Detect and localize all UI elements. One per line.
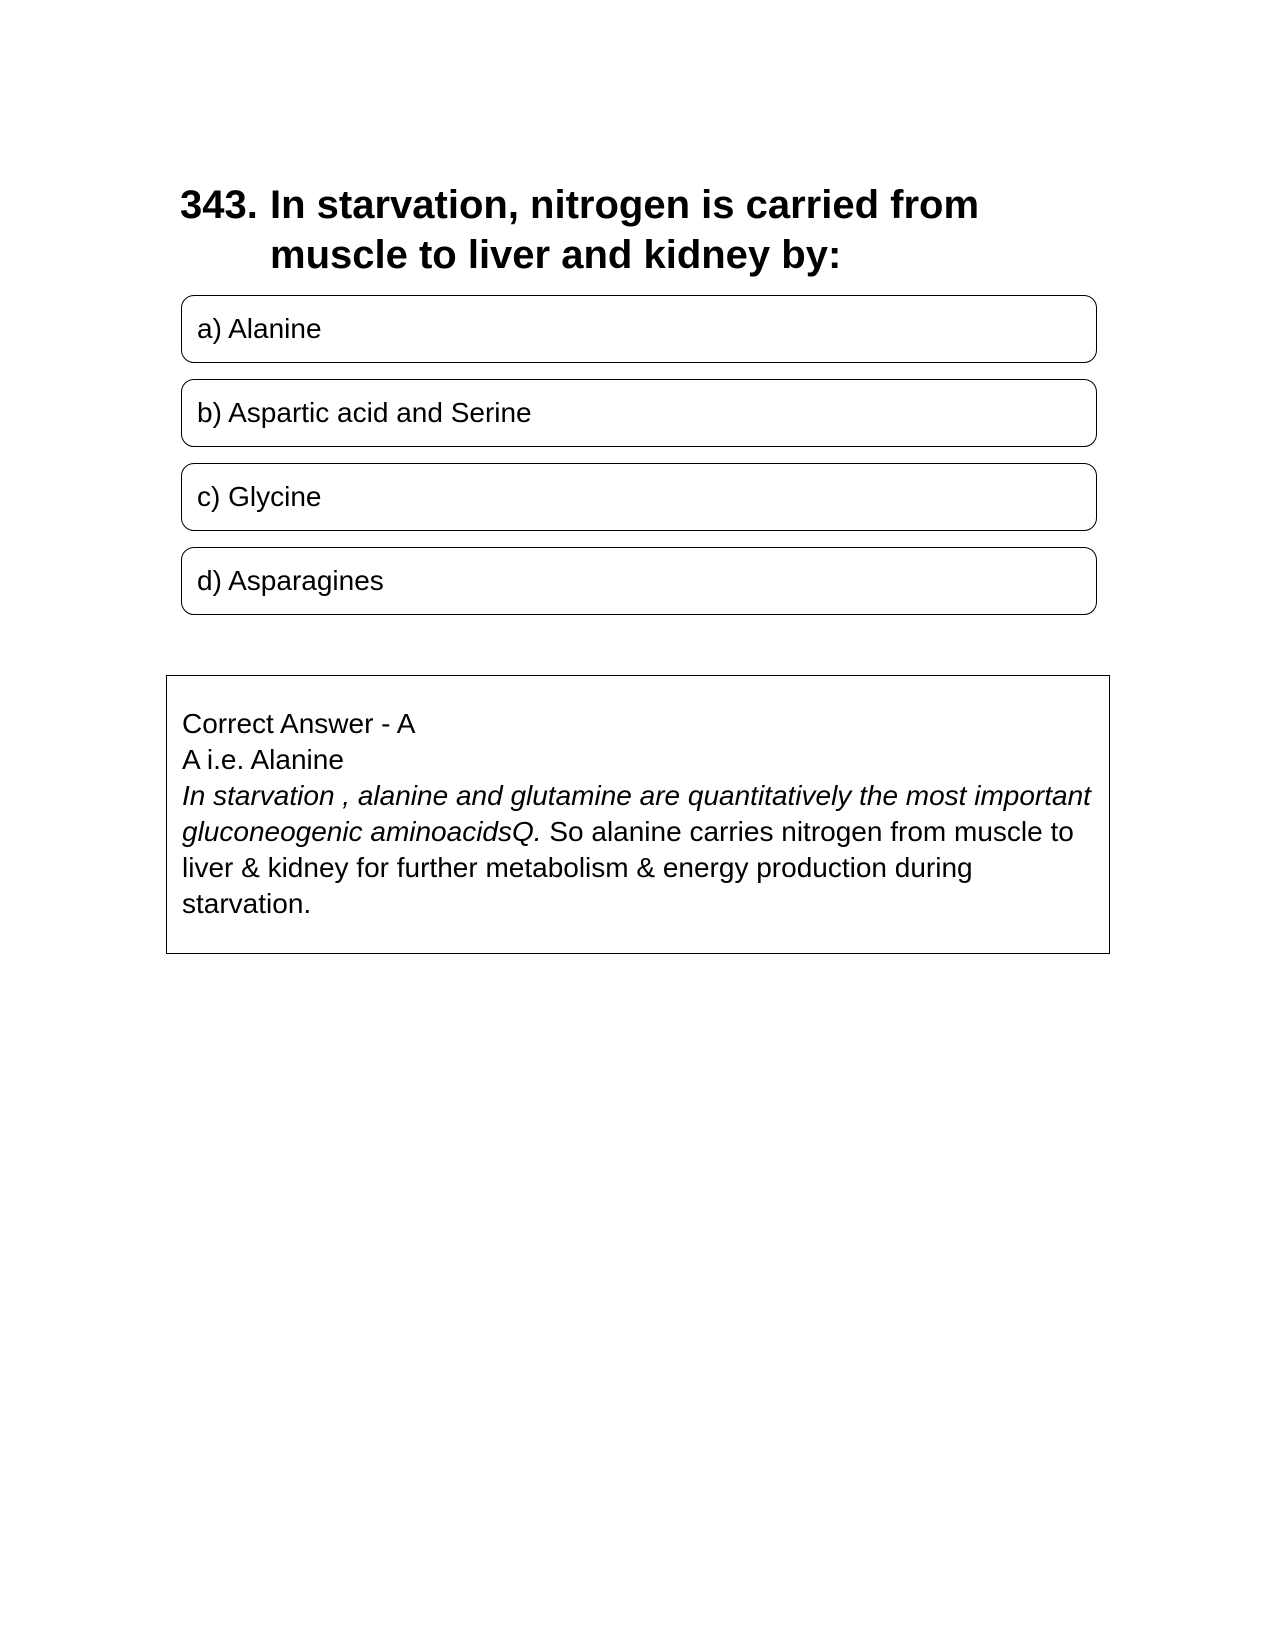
explanation-italic: In starvation , alanine and glutamine are quantitatively the most important gluconeogenic aminoacidsQ. bbox=[182, 780, 1091, 847]
question-heading bbox=[180, 180, 1120, 280]
option-d[interactable] bbox=[181, 547, 1097, 615]
question-text: In starvation, nitrogen is carried from muscle to liver and kidney by: bbox=[270, 183, 980, 277]
answer-ie: A i.e. Alanine bbox=[182, 744, 344, 775]
options-list bbox=[181, 295, 1097, 631]
option-b-label: b) Aspartic acid and Serine bbox=[197, 397, 532, 428]
option-d-label: d) Asparagines bbox=[197, 565, 384, 596]
option-c[interactable] bbox=[181, 463, 1097, 531]
option-c-label: c) Glycine bbox=[197, 481, 322, 512]
answer-explanation-box bbox=[166, 675, 1110, 954]
explanation-rest: So alanine carries nitrogen from muscle to liver & kidney for further metabolism & energy production during starvation. bbox=[182, 816, 1074, 919]
question-number: 343. bbox=[180, 183, 258, 227]
option-a-label: a) Alanine bbox=[197, 313, 322, 344]
option-a[interactable] bbox=[181, 295, 1097, 363]
explanation bbox=[182, 778, 1094, 922]
correct-answer: Correct Answer - A bbox=[182, 708, 416, 739]
option-b[interactable] bbox=[181, 379, 1097, 447]
